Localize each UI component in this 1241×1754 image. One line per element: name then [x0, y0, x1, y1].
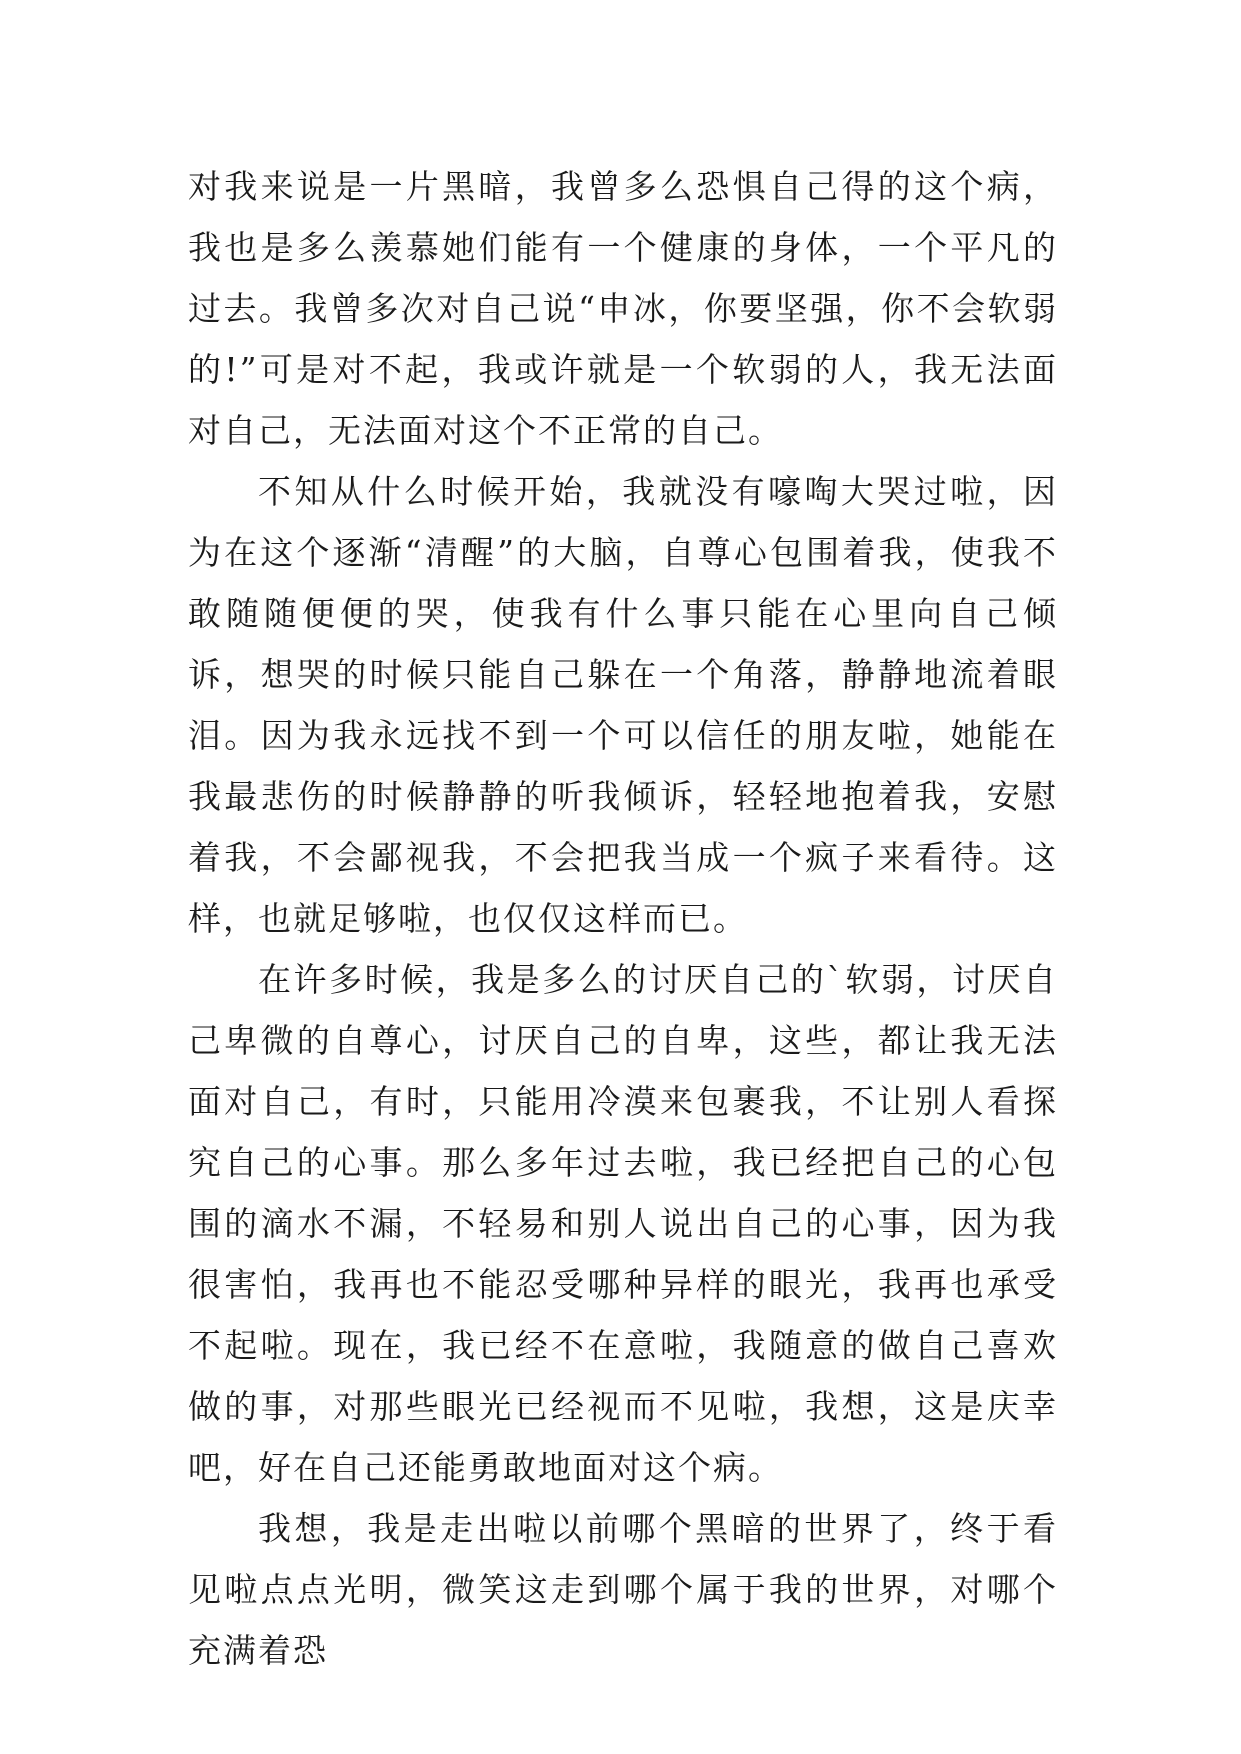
- paragraph: 在许多时候，我是多么的讨厌自己的`软弱，讨厌自己卑微的自尊心，讨厌自己的自卑，这些，都让我无法面对自己，有时，只能用冷漠来包裹我，不让别人看探究自己的心事。那么多年过去啦，我已经把自己的心包围的滴水不漏，不轻易和别人说出自己的心事，因为我很害怕，我再也不能忍受哪种异样的眼光，我再也承受不起啦。现在，我已经不在意啦，我随意的做自己喜欢做的事，对那些眼光已经视而不见啦，我想，这是庆幸吧，好在自己还能勇敢地面对这个病。: [188, 960, 1058, 1487]
- paragraph-continued: 对我来说是一片黑暗，我曾多么恐惧自己得的这个病，我也是多么羡慕她们能有一个健康的身体，一个平凡的过去。我曾多次对自己说“申冰，你要坚强，你不会软弱的!”可是对不起，我或许就是一个软弱的人，我无法面对自己，无法面对这个不正常的自己。: [188, 167, 1058, 450]
- document-page: [188, 156, 1058, 1681]
- paragraph: 不知从什么时候开始，我就没有嚎啕大哭过啦，因为在这个逐渐“清醒”的大脑，自尊心包围着我，使我不敢随随便便的哭，使我有什么事只能在心里向自己倾诉，想哭的时候只能自己躲在一个角落，静静地流着眼泪。因为我永远找不到一个可以信任的朋友啦，她能在我最悲伤的时候静静的听我倾诉，轻轻地抱着我，安慰着我，不会鄙视我，不会把我当成一个疯子来看待。这样，也就足够啦，也仅仅这样而已。: [188, 472, 1058, 938]
- paragraph: 我想，我是走出啦以前哪个黑暗的世界了，终于看见啦点点光明，微笑这走到哪个属于我的世界，对哪个充满着恐: [188, 1509, 1058, 1670]
